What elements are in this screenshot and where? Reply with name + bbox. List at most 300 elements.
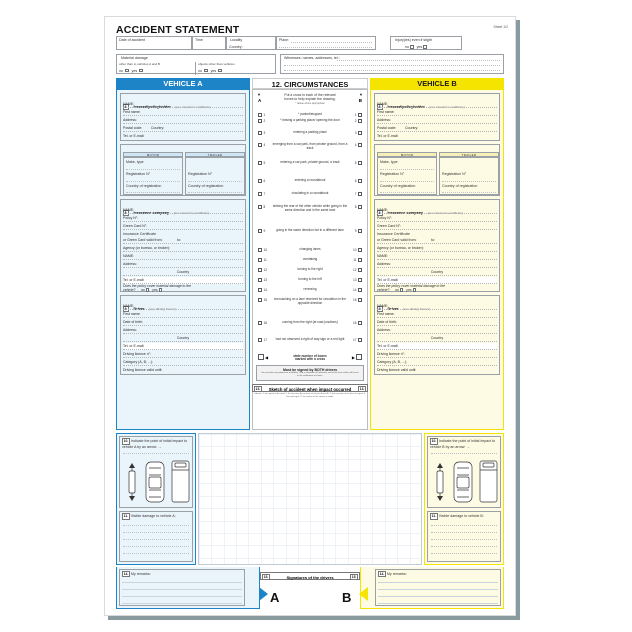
circumstance-4-number-b: 4 (354, 143, 357, 147)
circumstances-total-b-box[interactable] (356, 354, 362, 360)
insurance-a-agency-address-row[interactable] (123, 261, 243, 268)
vehicle-b-trailer-box[interactable] (439, 157, 499, 195)
insurance-b-agency-country-label: Country (430, 270, 444, 274)
section-15-number-left: 15. (263, 575, 269, 580)
section-9-title-b: Driver (387, 307, 399, 311)
driver-a-tel-row[interactable] (123, 343, 243, 350)
insurance-b-cover-q1: Does the policy cover material damage to the (377, 284, 446, 288)
insured-b-country-label: Country: (405, 126, 419, 130)
circumstance-1-checkbox-b[interactable] (358, 113, 362, 117)
circumstance-17-checkbox-b[interactable] (358, 338, 362, 342)
insurance-a-agency-country-row[interactable] (123, 269, 243, 276)
circumstance-row-16 (256, 321, 364, 338)
circumstance-5-number-a: 5 (263, 161, 266, 165)
circumstance-row-8 (256, 205, 364, 229)
sheet-number: Sheet 1/2 (493, 25, 508, 29)
circumstance-4-checkbox-b[interactable] (358, 143, 362, 147)
vehicle-b-trailer-reg: Registration N° (442, 172, 467, 176)
insurance-b-cert-row[interactable] (377, 237, 497, 244)
insurance-a-cover-no-label: no (141, 288, 145, 293)
circumstance-5-text: entering a car park, private ground, a track (280, 160, 340, 164)
insurance-a-greencard-label: Green Card N°: (123, 224, 148, 228)
insurance-a-name-label: NAME: (123, 208, 135, 212)
insured-a-postal-row[interactable] (123, 125, 243, 132)
driver-a-licence-row[interactable] (123, 351, 243, 358)
driver-b-category-row[interactable] (377, 359, 497, 366)
insurance-b-cover-no-checkbox[interactable] (400, 288, 404, 292)
insured-b-name-row[interactable] (377, 101, 497, 108)
insured-b-address-label: Address: (377, 118, 391, 122)
section-14-number-a: 14. (123, 572, 129, 576)
injuries-label: Injury(ies) even if slight (395, 37, 432, 42)
driver-b-tel-label: Tel. or E-mail: (377, 344, 399, 348)
time-label: Time (195, 37, 203, 42)
section-7-vehicle-b (374, 144, 500, 196)
section-8-hint-a: (see insurance certificate) (173, 211, 210, 215)
vehicle-a-pointer-arrow (259, 587, 268, 601)
section-11-damage-b[interactable] (427, 511, 501, 562)
circumstance-6-text: entering a roundabout (294, 178, 326, 182)
circumstance-3-checkbox-a[interactable] (258, 131, 262, 135)
circumstance-8-checkbox-a[interactable] (258, 205, 262, 209)
insurance-a-cover-q1: Does the policy cover material damage to the (123, 284, 192, 288)
locality-field[interactable] (226, 36, 276, 50)
insured-a-postal-label: Postal code: (123, 126, 143, 130)
circumstance-16-text: coming from the right (at road junctions) (282, 320, 338, 324)
insured-b-firstname-label: First name: (377, 110, 395, 114)
circumstance-8-text: striking the rear of the other vehicle while going in the same direction and in the same lane (272, 204, 348, 212)
insured-a-firstname-label: First name: (123, 110, 141, 114)
driver-a-address-label: Address: (123, 328, 137, 332)
sketch-grid-area[interactable] (198, 433, 422, 565)
insurance-a-cert-row[interactable] (123, 237, 243, 244)
circumstance-11-checkbox-a[interactable] (258, 258, 262, 262)
injuries-yes-label: yes (416, 45, 423, 50)
circumstance-15-checkbox-b[interactable] (358, 298, 362, 302)
insurance-a-cover-yes-checkbox[interactable] (159, 288, 163, 292)
section-8-insurance-b (374, 199, 500, 292)
time-field[interactable] (192, 36, 226, 50)
section-6-number-b: 6. (378, 105, 382, 109)
circumstance-16-checkbox-b[interactable] (358, 321, 362, 325)
vehicle-b-motor-box[interactable] (377, 157, 437, 195)
vehicle-a-banner: VEHICLE A (116, 78, 250, 89)
circumstance-15-checkbox-a[interactable] (258, 298, 262, 302)
vehicle-a-motor-make: Make, type (126, 160, 144, 164)
driver-b-name-label: NAME: (377, 304, 389, 308)
circumstance-13-checkbox-b[interactable] (358, 278, 362, 282)
insurance-a-policy-row[interactable] (123, 215, 243, 222)
driver-b-address-label: Address: (377, 328, 391, 332)
must-sign-title: Must be signed by BOTH drivers (282, 367, 338, 372)
insured-a-address-label: Address: (123, 118, 137, 122)
circumstance-12-checkbox-b[interactable] (358, 268, 362, 272)
circumstance-8-number-b: 8 (354, 205, 357, 209)
insurance-b-cover-yes-label: yes (406, 288, 412, 293)
md-vehicles-yes-label: yes (131, 68, 138, 73)
circumstance-12-number-a: 12 (263, 268, 268, 272)
md-objects-yes-checkbox[interactable] (218, 69, 222, 73)
driver-b-name-row[interactable] (377, 303, 497, 310)
circumstance-17-number-b: 17 (352, 338, 357, 342)
date-of-accident-field[interactable] (116, 36, 192, 50)
circumstance-14-number-a: 14 (263, 288, 268, 292)
circumstance-10-number-a: 10 (263, 248, 268, 252)
place-field[interactable] (276, 36, 376, 50)
material-damage-vehicles-label: other than to vehicles A and B (119, 61, 160, 66)
circumstance-13-number-a: 13 (263, 278, 268, 282)
impact-diagram-a[interactable] (124, 457, 194, 505)
section-13-note: Indicate: 1. the layout of the road, 2. the direction (by arrows) of vehicles A and B, 3. their position at the time of impact, 4. the road signs, 5. the names of the streets or roads. (254, 393, 366, 398)
insurance-a-agency-row[interactable] (123, 245, 243, 252)
circumstances-total-a-box[interactable] (258, 354, 264, 360)
driver-a-name-row[interactable] (123, 303, 243, 310)
section-10-impact-a (119, 436, 193, 508)
circumstance-5-checkbox-a[interactable] (258, 161, 262, 165)
insurance-a-cert-line2: or Green Card valid from: (123, 238, 163, 242)
driver-b-valid-label: Driving licence valid until: (377, 368, 417, 372)
insurance-a-name-row[interactable] (123, 207, 243, 214)
insurance-b-cert-line1: Insurance Certificate (377, 232, 410, 236)
insurance-a-cover-no-checkbox[interactable] (146, 288, 150, 292)
circumstance-7-checkbox-b[interactable] (358, 192, 362, 196)
insurance-b-cover-no-label: no (395, 288, 399, 293)
circumstance-9-number-b: 9 (354, 229, 357, 233)
section-14-remarks-a[interactable] (119, 569, 245, 606)
circumstance-7-text: circulating in a roundabout (291, 191, 329, 195)
circumstance-8-checkbox-b[interactable] (358, 205, 362, 209)
accident-statement-sheet (104, 16, 516, 616)
section-7-vehicle-a (120, 144, 246, 196)
section-15-title: Signatures of the drivers (286, 574, 334, 580)
place-label: Place: (279, 37, 289, 42)
driver-a-category-row[interactable] (123, 359, 243, 366)
insurance-a-agency-country-label: Country (176, 270, 190, 274)
md-objects-yes-label: yes (210, 68, 217, 73)
insurance-a-cert-line1: Insurance Certificate (123, 232, 156, 236)
circumstances-total-a-arrow: ◀ (265, 354, 269, 360)
material-damage-box (116, 54, 276, 74)
driver-b-firstname-row[interactable] (377, 311, 497, 318)
insured-a-name-row[interactable] (123, 101, 243, 108)
vehicle-b-banner: VEHICLE B (370, 78, 504, 89)
vehicle-a-trailer-header: TRAILER (185, 152, 245, 157)
section-14-text-b: My remarks: (386, 572, 407, 576)
insurance-b-agency-address-row[interactable] (377, 261, 497, 268)
circumstance-9-text: going in the same direction but in a different lane (276, 228, 344, 232)
driver-a-valid-label: Driving licence valid until: (123, 368, 163, 372)
insurance-b-agency-name-row[interactable] (377, 253, 497, 260)
circumstance-row-5 (256, 161, 364, 179)
circumstance-2-text: * leaving a parking place/ opening the door (280, 118, 340, 122)
insured-b-name-label: NAME: (377, 102, 389, 106)
insured-b-tel-label: Tel. or E-mail: (377, 134, 399, 138)
circumstance-6-checkbox-a[interactable] (258, 179, 262, 183)
circumstance-4-checkbox-a[interactable] (258, 143, 262, 147)
circumstance-2-checkbox-b[interactable] (358, 119, 362, 123)
insurance-b-policy-label: Policy N°: (377, 216, 393, 220)
circumstance-14-checkbox-a[interactable] (258, 288, 262, 292)
signature-label-b: B (342, 590, 352, 605)
circumstance-12-checkbox-a[interactable] (258, 268, 262, 272)
insurance-b-cert-line2: or Green Card valid from: (377, 238, 417, 242)
section-13-sketch-bar (252, 384, 368, 392)
circumstance-15-number-b: 15 (352, 298, 357, 302)
circumstance-8-number-a: 8 (263, 205, 266, 209)
md-vehicles-no-checkbox[interactable] (125, 69, 129, 73)
section-9-hint-b: (see driving licence) (402, 307, 431, 311)
section-13-number-left: 13. (255, 387, 261, 392)
circumstance-5-checkbox-b[interactable] (358, 161, 362, 165)
circumstance-15-number-a: 15 (263, 298, 268, 302)
circumstances-col-b-label: B (358, 98, 362, 103)
circumstance-11-number-b: 11 (353, 258, 357, 262)
circumstance-5-number-b: 5 (354, 161, 357, 165)
vehicle-a-trailer-country: Country of registration (188, 184, 224, 188)
section-11-number-b: 11. (431, 514, 437, 518)
insurance-b-cover-yes-checkbox[interactable] (413, 288, 417, 292)
section-15-number-right: 15. (351, 575, 357, 580)
driver-a-licence-label: Driving licence n°: (123, 352, 152, 356)
insurance-b-cert-to: to: (431, 238, 435, 242)
section-15-signatures-bar (260, 572, 360, 580)
signature-label-a: A (270, 590, 280, 605)
circumstance-7-checkbox-a[interactable] (258, 192, 262, 196)
circumstances-col-a-label: A (258, 98, 262, 103)
section-14-text-a: My remarks: (130, 572, 151, 576)
insured-a-country-label: Country: (151, 126, 165, 130)
circumstances-instruction-2: boxes to help explain the drawing. (284, 97, 336, 102)
section-14-remarks-b[interactable] (375, 569, 501, 606)
section-9-number-b: 9. (378, 307, 382, 311)
circumstances-banner: 12. CIRCUMSTANCES (252, 78, 368, 89)
insurance-b-policy-row[interactable] (377, 215, 497, 222)
insurance-b-greencard-row[interactable] (377, 223, 497, 230)
section-6-hint-a: (see insurance certificate) (175, 105, 211, 109)
section-8-title-a: Insurance company (133, 211, 170, 215)
section-10-text-a: Indicate the point of initial impact to vehicle A by an arrow: → (122, 439, 188, 449)
circumstance-2-number-b: 2 (354, 119, 357, 123)
witnesses-label: Witnesses: names, addresses, tel.: (284, 55, 340, 60)
insurance-a-agency-name-row[interactable] (123, 253, 243, 260)
driver-b-dob-label: Date of birth: (377, 320, 398, 324)
section-14-number-b: 14. (379, 572, 385, 576)
circumstances-col-a-arrow: ▼ (257, 92, 261, 97)
driver-b-dob-row[interactable] (377, 319, 497, 326)
circumstance-13-number-b: 13 (352, 278, 357, 282)
circumstance-16-number-b: 16 (352, 321, 357, 325)
section-13-title: Sketch of accident when impact occurred (268, 386, 352, 392)
section-9-title-a: Driver (133, 307, 145, 311)
insurance-b-agency-row[interactable] (377, 245, 497, 252)
locality-label: Locality (230, 37, 243, 42)
driver-b-tel-row[interactable] (377, 343, 497, 350)
circumstance-9-checkbox-b[interactable] (358, 229, 362, 233)
driver-b-licence-row[interactable] (377, 351, 497, 358)
insured-b-tel-row[interactable] (377, 133, 497, 139)
circumstance-10-checkbox-a[interactable] (258, 248, 262, 252)
section-9-number-a: 9. (124, 307, 128, 311)
insurance-b-tel-label: Tel. or E-mail: (377, 278, 399, 282)
section-11-damage-a[interactable] (119, 511, 193, 562)
driver-b-firstname-label: First name: (377, 312, 395, 316)
circumstance-row-17 (256, 338, 364, 354)
driver-b-country-label: Country (430, 336, 444, 340)
insured-b-firstname-row[interactable] (377, 109, 497, 116)
insurance-a-agency-address-label: Address: (123, 262, 137, 266)
circumstance-1-number-b: 1 (354, 113, 357, 117)
circumstances-instruction-3: * delete where appropriate (295, 101, 325, 105)
vehicle-a-trailer-box[interactable] (185, 157, 245, 195)
insurance-a-greencard-row[interactable] (123, 223, 243, 230)
circumstance-14-checkbox-b[interactable] (358, 288, 362, 292)
driver-a-category-label: Category (A, B, ...): (123, 360, 153, 364)
section-6-title-b: Insured/policyholder (387, 105, 425, 109)
circumstance-3-text: entering a parking place (293, 130, 327, 134)
driver-b-country-row[interactable] (377, 335, 497, 342)
country-label: Country: (229, 44, 243, 49)
driver-a-name-label: NAME: (123, 304, 135, 308)
section-6-insured-a (120, 93, 246, 141)
driver-b-address-row[interactable] (377, 327, 497, 334)
vehicle-a-motor-box[interactable] (123, 157, 183, 195)
vehicle-b-motor-make: Make, type (380, 160, 398, 164)
section-6-number-a: 6. (124, 105, 128, 109)
circumstance-3-checkbox-b[interactable] (358, 131, 362, 135)
vehicle-b-pointer-arrow (359, 587, 368, 601)
circumstance-17-checkbox-a[interactable] (258, 338, 262, 342)
circumstance-10-text: changing lanes (299, 247, 321, 251)
injuries-no-checkbox[interactable] (410, 45, 414, 49)
insured-a-firstname-row[interactable] (123, 109, 243, 116)
circumstance-row-4 (256, 143, 364, 161)
circumstance-17-number-a: 17 (263, 338, 268, 342)
driver-a-firstname-row[interactable] (123, 311, 243, 318)
insurance-a-agency-label: Agency (or bureau, or broker): (123, 246, 170, 250)
circumstance-15-text: encroaching on a lane reserved for circulation in the opposite direction (273, 297, 347, 305)
circumstance-13-checkbox-a[interactable] (258, 278, 262, 282)
circumstances-total-text-1: state number of boxes (293, 353, 327, 358)
circumstance-14-number-b: 14 (352, 288, 357, 292)
section-9-driver-a (120, 295, 246, 375)
material-damage-objects-label: objects other than vehicles (198, 61, 235, 66)
vehicle-b-trailer-country: Country of registration (442, 184, 478, 188)
section-11-text-a: Visible damage to vehicle A: (130, 514, 176, 518)
insurance-b-agency-address-label: Address: (377, 262, 391, 266)
insurance-a-policy-label: Policy N°: (123, 216, 139, 220)
circumstance-6-checkbox-b[interactable] (358, 179, 362, 183)
section-8-number-b: 8. (378, 211, 382, 215)
driver-b-licence-label: Driving licence n°: (377, 352, 406, 356)
insurance-a-tel-label: Tel. or E-mail: (123, 278, 145, 282)
circumstance-4-number-a: 4 (263, 143, 266, 147)
section-11-number-a: 11. (123, 514, 129, 518)
section-6-insured-b (374, 93, 500, 141)
section-13-number-right: 13. (359, 387, 365, 392)
circumstance-7-number-b: 7 (354, 192, 357, 196)
md-vehicles-no-label: no (119, 68, 123, 73)
driver-a-valid-row[interactable] (123, 367, 243, 373)
circumstance-12-text: turning to the right (297, 267, 323, 271)
insurance-a-cover-q2: vehicle? (123, 288, 136, 293)
insured-b-postal-row[interactable] (377, 125, 497, 132)
section-10-impact-b (427, 436, 501, 508)
insured-a-address-row[interactable] (123, 117, 243, 124)
circumstance-16-number-a: 16 (263, 321, 268, 325)
driver-a-country-row[interactable] (123, 335, 243, 342)
insurance-b-agency-country-row[interactable] (377, 269, 497, 276)
circumstance-12-number-b: 12 (352, 268, 357, 272)
md-objects-no-label: no (198, 68, 202, 73)
circumstances-instruction-1: Put a cross in each of the relevant (284, 93, 336, 97)
insured-b-address-row[interactable] (377, 117, 497, 124)
circumstance-1-number-a: 1 (263, 113, 266, 117)
insurance-a-cert-to: to: (177, 238, 181, 242)
circumstance-17-text: had not observed a right of way sign or a red light (275, 337, 345, 341)
driver-a-country-label: Country (176, 336, 190, 340)
circumstance-1-checkbox-a[interactable] (258, 113, 262, 117)
section-8-title-b: Insurance company (387, 211, 424, 215)
driver-a-dob-row[interactable] (123, 319, 243, 326)
driver-a-firstname-label: First name: (123, 312, 141, 316)
circumstance-14-text: reversing (303, 287, 317, 291)
driver-a-address-row[interactable] (123, 327, 243, 334)
vehicle-b-motor-country: Country of registration (380, 184, 416, 188)
insurance-a-cover-yes-label: yes (152, 288, 158, 293)
md-vehicles-yes-checkbox[interactable] (139, 69, 143, 73)
section-9-hint-a: (see driving licence) (148, 307, 177, 311)
driver-a-tel-label: Tel. or E-mail: (123, 344, 145, 348)
section-6-title-a: Insured/policyholder (133, 105, 171, 109)
circumstance-9-number-a: 9 (263, 229, 266, 233)
circumstance-2-checkbox-a[interactable] (258, 119, 262, 123)
impact-diagram-b[interactable] (432, 457, 502, 505)
circumstance-4-text: emerging from a car park, from private ground, from a track (272, 142, 348, 150)
driver-b-valid-row[interactable] (377, 367, 497, 373)
injuries-field (390, 36, 462, 50)
vehicle-b-motor-reg: Registration N° (380, 172, 405, 176)
circumstance-13-text: turning to the left (298, 277, 322, 281)
circumstance-9-checkbox-a[interactable] (258, 229, 262, 233)
insured-a-tel-row[interactable] (123, 133, 243, 139)
section-6-hint-b: (see insurance certificate) (429, 105, 465, 109)
circumstance-11-text: overtaking (302, 257, 318, 261)
section-9-driver-b (374, 295, 500, 375)
circumstance-7-number-a: 7 (263, 192, 266, 196)
circumstance-16-checkbox-a[interactable] (258, 321, 262, 325)
md-objects-no-checkbox[interactable] (204, 69, 208, 73)
must-sign-note (256, 365, 364, 381)
circumstance-10-checkbox-b[interactable] (358, 248, 362, 252)
insured-a-name-label: NAME: (123, 102, 135, 106)
vehicle-a-motor-country: Country of registration (126, 184, 162, 188)
insurance-b-cover-q2: vehicle? (377, 288, 390, 293)
circumstance-11-checkbox-b[interactable] (358, 258, 362, 262)
insurance-b-agency-name-label: NAME: (377, 254, 389, 258)
circumstance-1-text: * parked/stopped (298, 112, 322, 116)
circumstance-6-number-b: 6 (354, 179, 357, 183)
insurance-b-name-row[interactable] (377, 207, 497, 214)
circumstance-2-number-a: 2 (263, 119, 266, 123)
witnesses-field[interactable] (280, 54, 504, 74)
section-8-insurance-a (120, 199, 246, 292)
circumstance-11-number-a: 11 (263, 258, 267, 262)
section-10-number-b: 10. (431, 439, 437, 443)
circumstances-total-text-2: marked with a cross (294, 357, 326, 362)
injuries-yes-checkbox[interactable] (423, 45, 427, 49)
vehicle-a-motor-reg: Registration N° (126, 172, 151, 176)
must-sign-text: Do not make any admission of liability. Only a statement of identities and of the facts which will assist in the settlement of claims. (261, 372, 359, 377)
